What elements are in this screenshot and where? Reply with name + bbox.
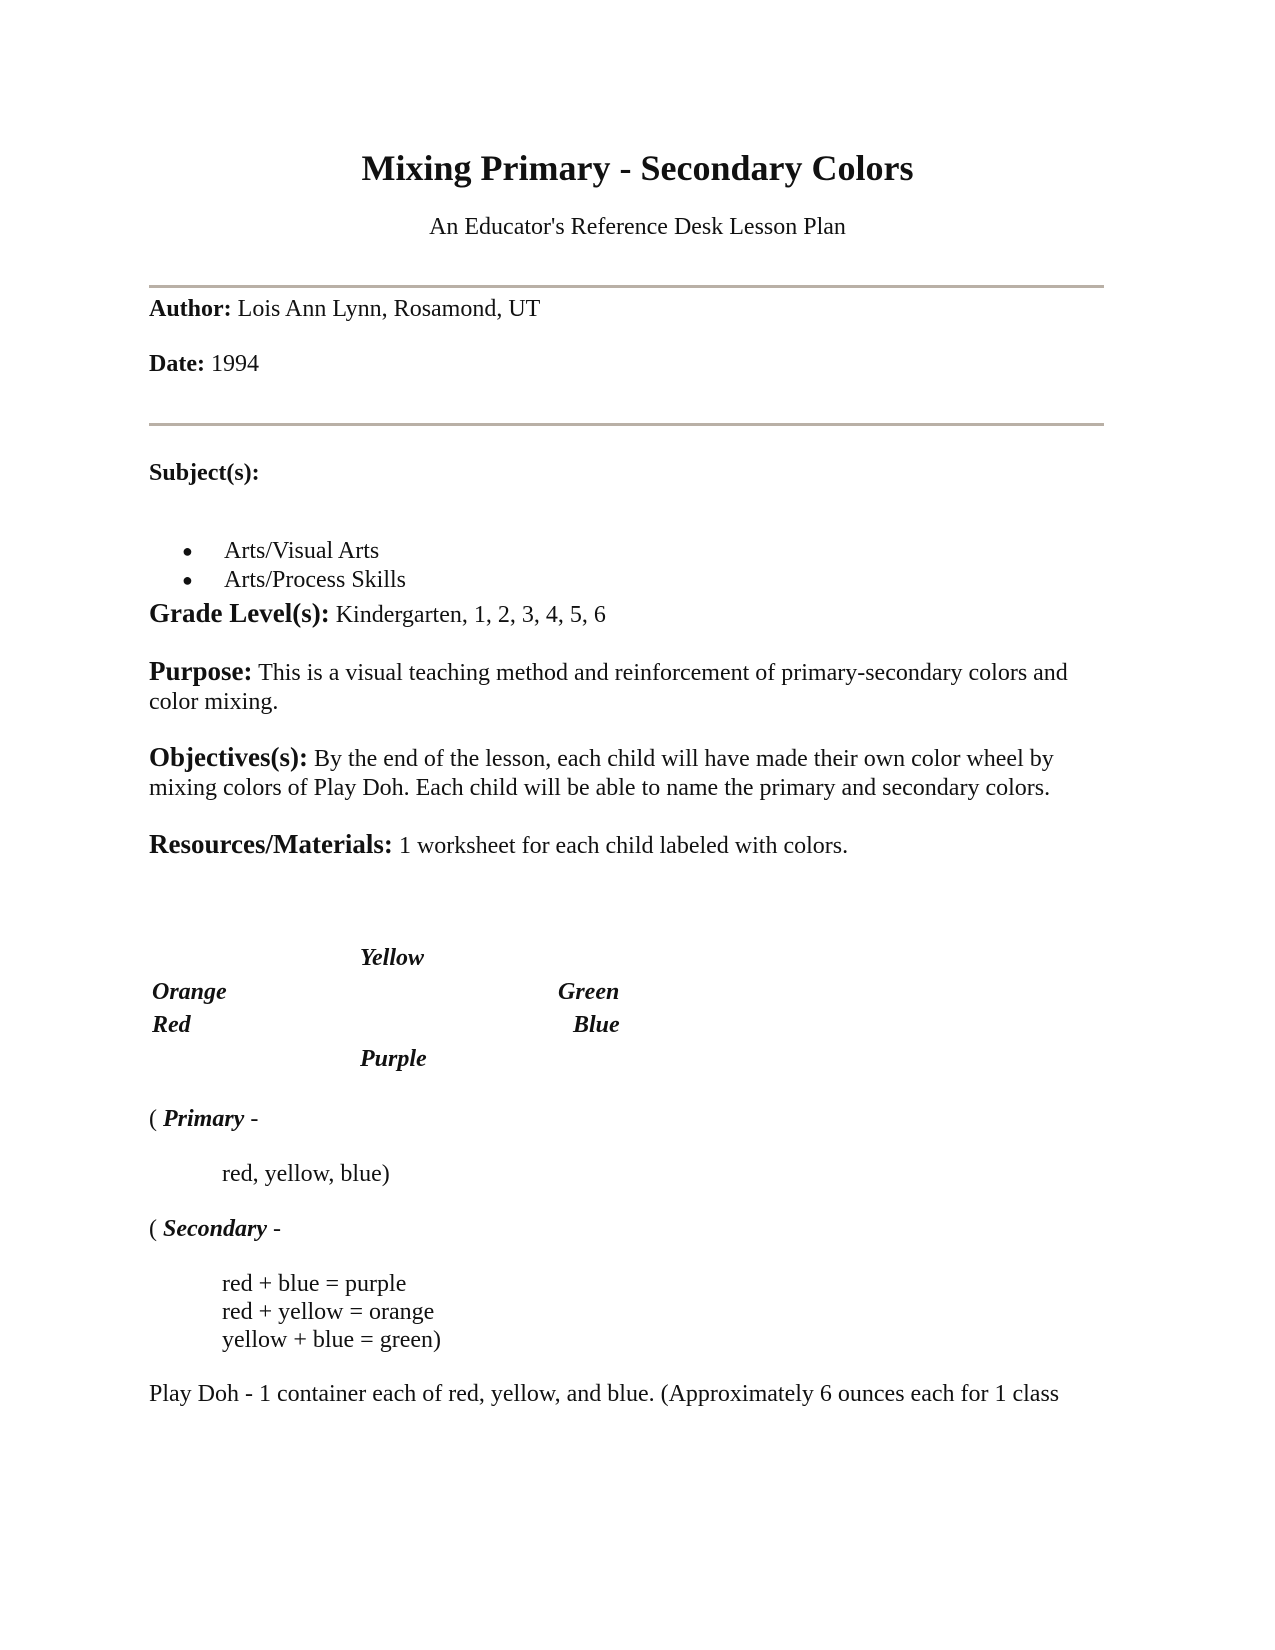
objectives-paragraph xyxy=(149,743,1109,803)
primary-open-paren: ( xyxy=(149,1106,157,1132)
subjects-heading: Subject(s): xyxy=(149,460,260,486)
subject-item-label: Arts/Process Skills xyxy=(224,567,407,593)
color-wheel-green: Green xyxy=(558,979,620,1005)
purpose-paragraph xyxy=(149,657,1109,717)
author-value: Lois Ann Lynn, Rosamond, UT xyxy=(237,296,541,322)
secondary-label: Secondary xyxy=(163,1216,267,1242)
date-value: 1994 xyxy=(210,351,259,377)
objectives-value: By the end of the lesson, each child will have made their own color wheel by mixing colors of Play Doh. Each child will be able to name the primary and secondary colors. xyxy=(149,746,1054,801)
purpose-label: Purpose: xyxy=(149,656,253,686)
objectives-label: Objectives(s): xyxy=(149,742,308,772)
color-wheel-blue: Blue xyxy=(573,1012,620,1038)
primary-list: red, yellow, blue) xyxy=(222,1161,390,1187)
playdoh-line: Play Doh - 1 container each of red, yellow, and blue. (Approximately 6 ounces each for 1 class xyxy=(149,1381,1060,1407)
bullet-icon: ● xyxy=(182,570,193,590)
page-title: Mixing Primary - Secondary Colors xyxy=(361,148,914,188)
primary-heading xyxy=(149,1104,258,1134)
primary-label: Primary xyxy=(163,1106,245,1132)
bullet-icon: ● xyxy=(182,541,193,561)
primary-dash: - xyxy=(250,1106,259,1132)
purpose-value: This is a visual teaching method and reinforcement of primary-secondary colors and color mixing. xyxy=(149,660,1068,715)
resources-label: Resources/Materials: xyxy=(149,829,393,859)
secondary-heading xyxy=(149,1214,281,1244)
divider-bottom xyxy=(149,423,1104,426)
secondary-dash: - xyxy=(273,1216,281,1242)
grade-value: Kindergarten, 1, 2, 3, 4, 5, 6 xyxy=(335,602,606,628)
author-line xyxy=(149,294,540,324)
grade-label: Grade Level(s): xyxy=(149,598,330,628)
divider-top xyxy=(149,285,1104,288)
list-item xyxy=(149,537,406,566)
secondary-line: yellow + blue = green) xyxy=(222,1327,441,1353)
date-line xyxy=(149,349,259,379)
secondary-line: red + yellow = orange xyxy=(222,1299,435,1325)
secondary-open-paren: ( xyxy=(149,1216,157,1242)
date-label: Date: xyxy=(149,351,205,377)
list-item xyxy=(149,566,406,595)
resources-line xyxy=(149,829,848,861)
subject-item-label: Arts/Visual Arts xyxy=(224,538,380,564)
color-wheel-purple: Purple xyxy=(360,1046,427,1072)
color-wheel-orange: Orange xyxy=(152,979,227,1005)
color-wheel-red: Red xyxy=(152,1012,191,1038)
grade-line xyxy=(149,598,606,630)
page-subtitle: An Educator's Reference Desk Lesson Plan xyxy=(429,214,846,240)
color-wheel-yellow: Yellow xyxy=(360,945,424,971)
author-label: Author: xyxy=(149,296,232,322)
subjects-list xyxy=(149,537,406,595)
secondary-line: red + blue = purple xyxy=(222,1271,407,1297)
resources-value: 1 worksheet for each child labeled with colors. xyxy=(398,833,849,859)
